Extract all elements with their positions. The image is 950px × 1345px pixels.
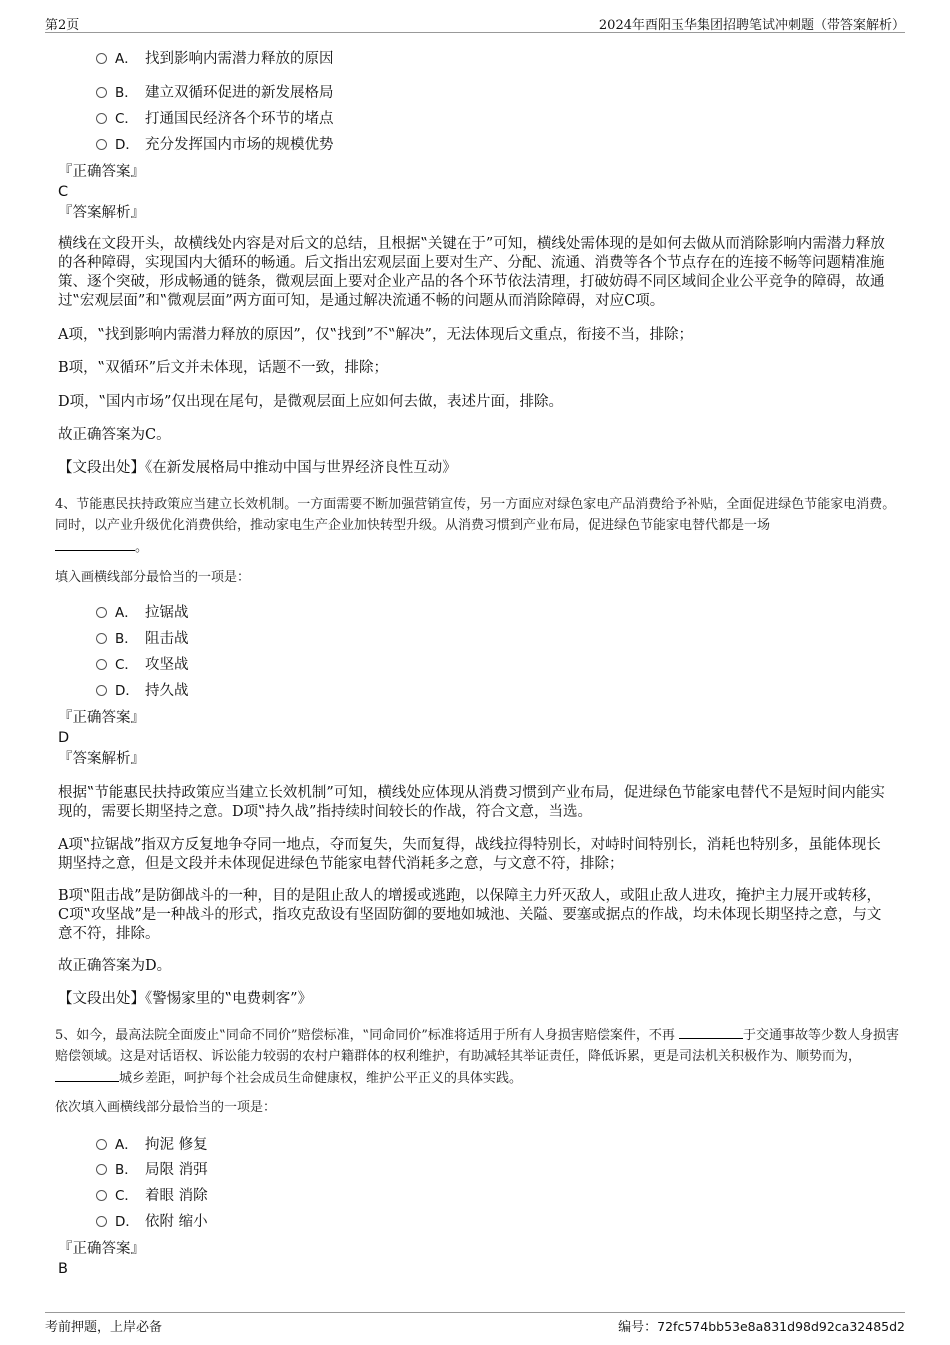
radio-icon[interactable] — [96, 53, 107, 64]
q3-analysis-paragraph: D项，‟国内市场”仅出现在尾句，是微观层面上应如何去做，表述片面，排除。 — [58, 394, 563, 410]
radio-icon[interactable] — [96, 633, 107, 644]
q4-analysis-label: 『答案解析』 — [58, 751, 145, 767]
radio-icon[interactable] — [96, 139, 107, 150]
radio-icon[interactable] — [96, 87, 107, 98]
q4-option-c[interactable]: C． 攻坚战 — [96, 654, 189, 676]
radio-icon[interactable] — [96, 1216, 107, 1227]
q4-stem: 4、节能惠民扶持政策应当建立长效机制。一方面需要不断加强营销宣传，另一方面应对绿色家电产品消费给予补贴，全面促进绿色节能家电消费。同时，以产业升级优化消费供给，推动家电生产企业加快转型升级。从消费习惯到产业布局，促进绿色节能家电替代都是一场 。 — [55, 497, 896, 555]
q3-analysis-paragraph: B项，‟双循环”后文并未体现，话题不一致，排除； — [58, 360, 388, 376]
q5-answer: B — [58, 1261, 68, 1277]
radio-icon[interactable] — [96, 607, 107, 618]
page-header — [45, 12, 905, 33]
q4-answer: D — [58, 730, 70, 746]
q3-answer-label: 『正确答案』 — [58, 164, 145, 180]
q4-analysis-paragraph: 根据‟节能惠民扶持政策应当建立长效机制”可知，横线处应体现从消费习惯到产业布局，促进绿色节能家电替代不是短时间内能实现的，需要长期坚持之意。D项‟持久战”指持续时间较长的作战，符合文意，当选。 — [58, 785, 885, 820]
q5-option-b[interactable]: B． 局限 消弭 — [96, 1159, 208, 1181]
q4-source: 【文段出处】《警惕家里的‟电费刺客”》 — [58, 991, 313, 1007]
q3-source: 【文段出处】《在新发展格局中推动中国与世界经济良性互动》 — [58, 460, 457, 476]
q3-analysis-paragraph: 横线在文段开头，故横线处内容是对后文的总结，且根据‟关键在于”可知，横线处需体现的是如何去做从而消除影响内需潜力释放的各种障碍，实现国内大循环的畅通。后文指出宏观层面上要对生产、分配、流通、消费等各个节点存在的连接不畅等问题精准施策、逐个突破，形成畅通的链条，微观层面上要对企业产品的各个环节依法清理，打破妨碍不同区域间企业公平竞争的障碍，故通过‟宏观层面”和‟微观层面”两方面可知，是通过解决流通不畅的问题从而消除障碍，对应C项。 — [58, 236, 885, 309]
radio-icon[interactable] — [96, 685, 107, 696]
q5-option-a[interactable]: A． 拘泥 修复 — [96, 1134, 208, 1156]
page-number: 第2页 — [45, 18, 80, 33]
q4-prompt: 填入画横线部分最恰当的一项是： — [55, 570, 251, 585]
q4-analysis-paragraph: A项‟拉锯战”指双方反复地争夺同一地点，夺而复失，失而复得，战线拉得特别长，对峙时间特别长，消耗也特别多，虽能体现长期坚持之意，但是文段并未体现促进绿色节能家电替代消耗多之意，与文意不符，排除； — [58, 837, 881, 872]
q3-option-c[interactable]: C． 打通国民经济各个环节的堵点 — [96, 108, 334, 130]
q3-analysis-paragraph: 故正确答案为C。 — [58, 427, 171, 443]
q3-option-d[interactable]: D． 充分发挥国内市场的规模优势 — [96, 134, 334, 156]
radio-icon[interactable] — [96, 1139, 107, 1150]
q4-answer-label: 『正确答案』 — [58, 710, 145, 726]
radio-icon[interactable] — [96, 1190, 107, 1201]
q4-analysis-paragraph: B项‟阻击战”是防御战斗的一种，目的是阻止敌人的增援或逃跑，以保障主力歼灭敌人，或阻止敌人进攻，掩护主力展开或转移，C项‟攻坚战”是一种战斗的形式，指攻克敌设有坚固防御的要地如城池、关隘、要塞或据点的作战，均未体现长期坚持之意，与文意不符，排除。 — [58, 888, 882, 942]
q5-answer-label: 『正确答案』 — [58, 1241, 145, 1257]
fill-blank[interactable] — [679, 1024, 743, 1039]
document-title: 2024年酉阳玉华集团招聘笔试冲刺题（带答案解析） — [598, 18, 905, 33]
radio-icon[interactable] — [96, 659, 107, 670]
document-code: 编号：72fc574bb53e8a831d98d92ca32485d2 — [618, 1319, 905, 1335]
q3-answer: C — [58, 184, 69, 200]
q3-option-b[interactable]: B． 建立双循环促进的新发展格局 — [96, 82, 334, 104]
q3-analysis-paragraph: A项，‟找到影响内需潜力释放的原因”，仅‟找到”不‟解决”，无法体现后文重点，衔接不当，排除； — [58, 327, 693, 343]
radio-icon[interactable] — [96, 113, 107, 124]
q3-option-a[interactable]: A． 找到影响内需潜力释放的原因 — [96, 48, 334, 70]
q5-option-c[interactable]: C． 着眼 消除 — [96, 1185, 208, 1207]
q5-prompt: 依次填入画横线部分最恰当的一项是： — [55, 1100, 277, 1115]
q4-option-a[interactable]: A． 拉锯战 — [96, 602, 189, 624]
fill-blank[interactable] — [55, 1067, 119, 1082]
radio-icon[interactable] — [96, 1164, 107, 1175]
q5-stem: 5、如今，最高法院全面废止‟同命不同价”赔偿标准，‟同命同价”标准将适用于所有人身损害赔偿案件，不再 于交通事故等少数人身损害赔偿领域。这是对话语权、诉讼能力较弱的农村户籍群体的权利维护，有助减轻其举证责任，降低诉累，更是司法机关积极作为、顺势而为， 城乡差距，呵护每个社会成员生命健康权，维护公平正义的具体实践。 — [55, 1024, 900, 1089]
page-footer — [45, 1312, 905, 1337]
q4-option-b[interactable]: B． 阻击战 — [96, 628, 189, 650]
footer-slogan: 考前押题，上岸必备 — [45, 1320, 163, 1335]
fill-blank[interactable] — [55, 536, 135, 551]
q4-option-d[interactable]: D． 持久战 — [96, 680, 189, 702]
q3-analysis-label: 『答案解析』 — [58, 205, 145, 221]
q5-option-d[interactable]: D． 依附 缩小 — [96, 1211, 208, 1233]
q4-analysis-paragraph: 故正确答案为D。 — [58, 958, 172, 974]
